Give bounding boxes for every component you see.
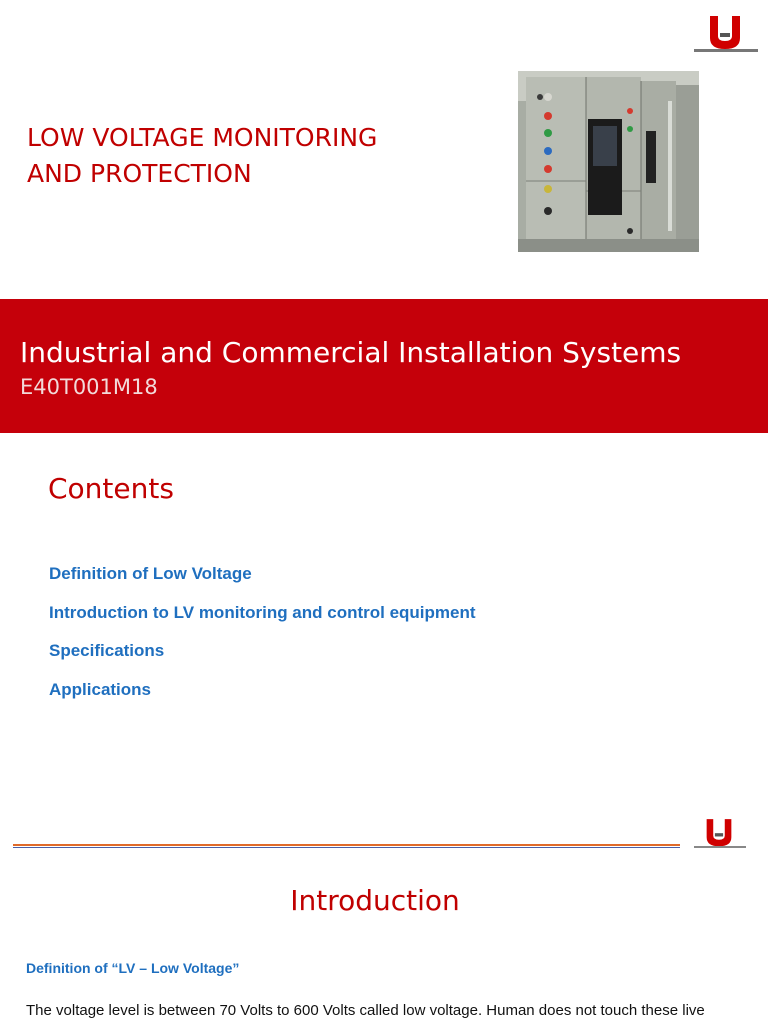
course-code: E40T001M18 xyxy=(20,375,158,399)
contents-item-applications[interactable]: Applications xyxy=(49,679,152,699)
contents-item-specifications[interactable]: Specifications xyxy=(49,641,165,660)
course-banner xyxy=(0,299,768,433)
contents-item-introduction[interactable]: Introduction to LV monitoring and control equipment xyxy=(49,602,476,622)
u-logo-icon xyxy=(708,16,742,52)
introduction-heading: Introduction xyxy=(290,884,460,917)
university-logo xyxy=(708,16,742,52)
divider-line xyxy=(13,844,680,846)
divider-line-secondary xyxy=(13,847,680,848)
slide-title-line1: LOW VOLTAGE MONITORING xyxy=(27,123,378,152)
definition-subheading: Definition of “LV – Low Voltage” xyxy=(26,960,240,976)
course-title: Industrial and Commercial Installation Systems xyxy=(20,336,682,369)
switchgear-image xyxy=(518,71,699,252)
contents-heading: Contents xyxy=(48,472,174,505)
slide-title xyxy=(27,120,377,192)
logo-caption xyxy=(694,49,758,52)
contents-list xyxy=(49,561,476,715)
logo-caption-small xyxy=(694,846,746,848)
contents-item-definition[interactable]: Definition of Low Voltage xyxy=(49,564,252,583)
slide-title-line2: AND PROTECTION xyxy=(27,159,252,188)
university-logo-small xyxy=(705,819,733,849)
definition-body-text: The voltage level is between 70 Volts to 600 Volts called low voltage. Human does not touch these live xyxy=(26,1002,705,1019)
switchgear-photo xyxy=(518,71,699,252)
u-logo-small-icon xyxy=(705,819,733,849)
